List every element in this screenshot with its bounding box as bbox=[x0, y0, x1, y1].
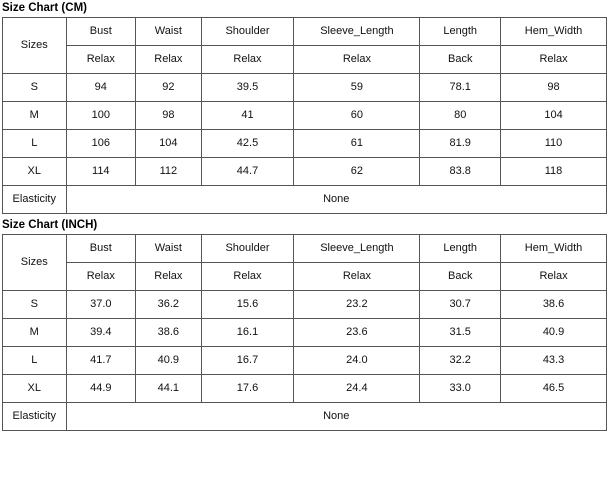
subheader-hem-width: Relax bbox=[501, 263, 607, 291]
row-size-label: S bbox=[3, 291, 67, 319]
table-row bbox=[3, 102, 607, 130]
subheader-shoulder: Relax bbox=[201, 46, 294, 74]
subheader-hem-width: Relax bbox=[501, 46, 607, 74]
cell-bust: 106 bbox=[66, 130, 136, 158]
column-header-shoulder: Shoulder bbox=[201, 235, 294, 263]
cell-length: 31.5 bbox=[420, 319, 501, 347]
subheader-sleeve-length: Relax bbox=[294, 46, 420, 74]
table-elasticity-row bbox=[3, 186, 607, 214]
cell-shoulder: 16.7 bbox=[201, 347, 294, 375]
cell-waist: 36.2 bbox=[136, 291, 202, 319]
row-size-label: M bbox=[3, 102, 67, 130]
cell-bust: 94 bbox=[66, 74, 136, 102]
size-chart-cm-table bbox=[2, 17, 607, 214]
cell-waist: 98 bbox=[136, 102, 202, 130]
column-header-sleeve-length: Sleeve_Length bbox=[294, 18, 420, 46]
table-row bbox=[3, 319, 607, 347]
cell-waist: 112 bbox=[136, 158, 202, 186]
subheader-shoulder: Relax bbox=[201, 263, 294, 291]
size-chart-inch-table bbox=[2, 234, 607, 431]
cell-hem-width: 118 bbox=[501, 158, 607, 186]
subheader-length: Back bbox=[420, 46, 501, 74]
cell-shoulder: 16.1 bbox=[201, 319, 294, 347]
table-row bbox=[3, 158, 607, 186]
elasticity-label: Elasticity bbox=[3, 186, 67, 214]
subheader-waist: Relax bbox=[136, 46, 202, 74]
table-row bbox=[3, 347, 607, 375]
elasticity-label: Elasticity bbox=[3, 403, 67, 431]
cell-shoulder: 41 bbox=[201, 102, 294, 130]
cell-shoulder: 39.5 bbox=[201, 74, 294, 102]
column-header-sleeve-length: Sleeve_Length bbox=[294, 235, 420, 263]
cell-bust: 37.0 bbox=[66, 291, 136, 319]
column-header-sizes: Sizes bbox=[3, 18, 67, 74]
cell-sleeve-length: 61 bbox=[294, 130, 420, 158]
cell-waist: 38.6 bbox=[136, 319, 202, 347]
cell-bust: 39.4 bbox=[66, 319, 136, 347]
cell-hem-width: 43.3 bbox=[501, 347, 607, 375]
table-row bbox=[3, 130, 607, 158]
row-size-label: XL bbox=[3, 158, 67, 186]
row-size-label: S bbox=[3, 74, 67, 102]
cell-bust: 44.9 bbox=[66, 375, 136, 403]
table-header-row bbox=[3, 235, 607, 263]
cell-sleeve-length: 62 bbox=[294, 158, 420, 186]
cell-hem-width: 46.5 bbox=[501, 375, 607, 403]
column-header-length: Length bbox=[420, 235, 501, 263]
cell-hem-width: 98 bbox=[501, 74, 607, 102]
cell-shoulder: 17.6 bbox=[201, 375, 294, 403]
cell-sleeve-length: 24.0 bbox=[294, 347, 420, 375]
column-header-hem-width: Hem_Width bbox=[501, 18, 607, 46]
cell-shoulder: 44.7 bbox=[201, 158, 294, 186]
cell-hem-width: 38.6 bbox=[501, 291, 607, 319]
row-size-label: XL bbox=[3, 375, 67, 403]
column-header-bust: Bust bbox=[66, 18, 136, 46]
table-row bbox=[3, 291, 607, 319]
table-subheader-row bbox=[3, 263, 607, 291]
cell-sleeve-length: 59 bbox=[294, 74, 420, 102]
size-chart-cm-title: Size Chart (CM) bbox=[2, 2, 87, 14]
subheader-bust: Relax bbox=[66, 263, 136, 291]
cell-waist: 92 bbox=[136, 74, 202, 102]
cell-hem-width: 40.9 bbox=[501, 319, 607, 347]
row-size-label: M bbox=[3, 319, 67, 347]
cell-hem-width: 104 bbox=[501, 102, 607, 130]
subheader-length: Back bbox=[420, 263, 501, 291]
row-size-label: L bbox=[3, 130, 67, 158]
cell-sleeve-length: 23.2 bbox=[294, 291, 420, 319]
subheader-waist: Relax bbox=[136, 263, 202, 291]
cell-sleeve-length: 24.4 bbox=[294, 375, 420, 403]
table-row bbox=[3, 74, 607, 102]
cell-waist: 40.9 bbox=[136, 347, 202, 375]
cell-length: 32.2 bbox=[420, 347, 501, 375]
cell-shoulder: 15.6 bbox=[201, 291, 294, 319]
cell-length: 30.7 bbox=[420, 291, 501, 319]
cell-length: 83.8 bbox=[420, 158, 501, 186]
size-chart-inch-title: Size Chart (INCH) bbox=[2, 219, 98, 231]
subheader-bust: Relax bbox=[66, 46, 136, 74]
cell-length: 80 bbox=[420, 102, 501, 130]
cell-shoulder: 42.5 bbox=[201, 130, 294, 158]
cell-length: 81.9 bbox=[420, 130, 501, 158]
cell-bust: 114 bbox=[66, 158, 136, 186]
cell-sleeve-length: 23.6 bbox=[294, 319, 420, 347]
cell-sleeve-length: 60 bbox=[294, 102, 420, 130]
column-header-bust: Bust bbox=[66, 235, 136, 263]
column-header-hem-width: Hem_Width bbox=[501, 235, 607, 263]
column-header-shoulder: Shoulder bbox=[201, 18, 294, 46]
cell-waist: 44.1 bbox=[136, 375, 202, 403]
cell-length: 33.0 bbox=[420, 375, 501, 403]
cell-hem-width: 110 bbox=[501, 130, 607, 158]
table-elasticity-row bbox=[3, 403, 607, 431]
cell-waist: 104 bbox=[136, 130, 202, 158]
table-row bbox=[3, 375, 607, 403]
column-header-waist: Waist bbox=[136, 18, 202, 46]
cell-bust: 100 bbox=[66, 102, 136, 130]
elasticity-value: None bbox=[66, 186, 606, 214]
cell-length: 78.1 bbox=[420, 74, 501, 102]
subheader-sleeve-length: Relax bbox=[294, 263, 420, 291]
column-header-sizes: Sizes bbox=[3, 235, 67, 291]
column-header-length: Length bbox=[420, 18, 501, 46]
table-header-row bbox=[3, 18, 607, 46]
cell-bust: 41.7 bbox=[66, 347, 136, 375]
row-size-label: L bbox=[3, 347, 67, 375]
elasticity-value: None bbox=[66, 403, 606, 431]
column-header-waist: Waist bbox=[136, 235, 202, 263]
table-subheader-row bbox=[3, 46, 607, 74]
